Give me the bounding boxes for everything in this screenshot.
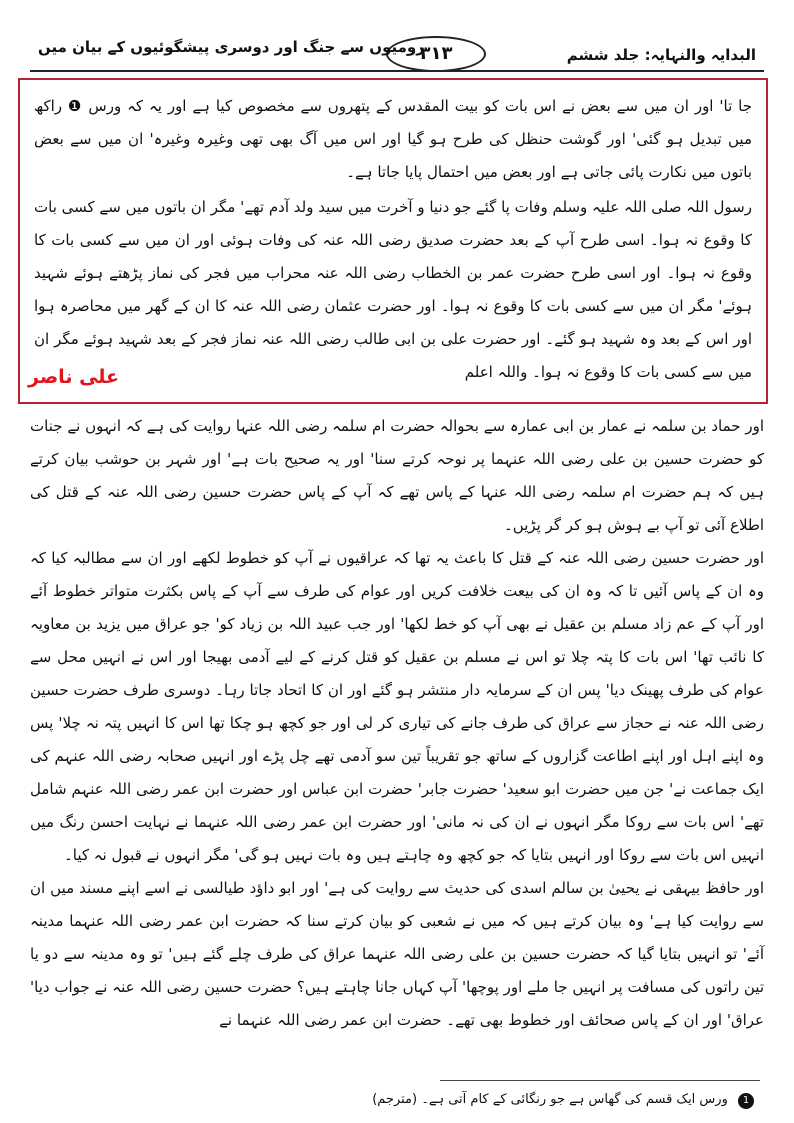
book-title: البدایہ والنہایہ: جلد ششم [566,46,756,64]
footnote-marker: 1 [738,1093,754,1109]
highlighted-paragraph: جا تا' اور ان میں سے بعض نے اس بات کو بیت المقدس کے پتھروں سے مخصوص کیا ہے اور یہ کہ ورس ❶ راکھ میں تبدیل ہو گئی' اور گوشت حنظل کی طرح ہو گیا اور اس میں آگ بھی تھی وغیرہ وغیرہ' ان میں سے بعض باتوں میں نکارت پائی جاتی ہے اور بعض میں احتمال پایا جاتا ہے۔ [34,97,752,181]
highlighted-passage-text [34,90,752,391]
chapter-title: رومیوں سے جنگ اور دوسری پیشگوئیوں کے بیان میں [38,38,425,56]
footnote-text: ورس ایک قسم کی گھاس ہے جو رنگائی کے کام آتی ہے۔ (مترجم) [372,1092,728,1107]
running-header [30,34,764,72]
body-paragraph: اور حضرت حسین رضی اللہ عنہ کے قتل کا باعث یہ تھا کہ عراقیوں نے آپ کو خطوط لکھے اور ان سے مطالبہ کیا کہ وہ ان کے پاس آئیں تا کہ وہ ان کی بیعت خلافت کریں اور عوام کی طرف سے آپ کے پاس بکثرت متواتر خطوط آئے اور آپ کے عم زاد مسلم بن عقیل نے بھی آپ کو خط لکھا' اور جب عبید اللہ بن زیاد کو' جو عراق میں یزید بن معاویہ کا نائب تھا' اس بات کا پتہ چلا تو اس نے مسلم بن عقیل کو قتل کرنے کے لیے آدمی بھیجا اور اس نے انہیں محل سے عوام کی طرف پھینک دیا' پس ان کے سرمایہ دار منتشر ہو گئے اور ان کا اتحاد جاتا رہا۔ دوسری طرف حضرت حسین رضی اللہ عنہ نے حجاز سے عراق کی طرف جانے کی تیاری کر لی اور جو کچھ ہو چکا تھا اس کا انہیں پتہ نہ چلا' پس وہ اپنے اہل اور اپنے اطاعت گزاروں کے ساتھ جو تقریباً تین سو آدمی تھے چل پڑے اور انہیں صحابہ رضی اللہ عنہم کی ایک جماعت نے' جن میں حضرت ابو سعید' حضرت جابر' حضرت ابن عباس اور حضرت ابن عمر رضی اللہ عنہم شامل تھے' اس بات سے روکا مگر انہوں نے ان کی نہ مانی' اور حضرت ابن عمر رضی اللہ عنہما نے نہایت احسن رنگ میں انہیں اس بات سے روکا اور انہیں بتایا کہ جو کچھ وہ چاہتے ہیں وہ بات نہیں ہو گی' مگر انہوں نے قبول نہ کیا۔ [30,549,764,864]
footnote-divider [440,1080,760,1081]
body-text [30,410,764,1037]
body-paragraph: اور حافظ بیہقی نے یحییٰ بن سالم اسدی کی حدیث سے روایت کی ہے' اور ابو داؤد طیالسی نے اسے اپنے مسند میں ان سے روایت کیا ہے' وہ بیان کرتے ہیں کہ میں نے شعبی کو بیان کرتے سنا کہ حضرت ابن عمر رضی اللہ عنہما مدینہ آئے' تو انہیں بتایا گیا کہ حضرت حسین بن علی رضی اللہ عنہما عراق کی طرف چلے گئے ہیں' تو وہ مدینہ سے دو یا تین راتوں کی مسافت پر انہیں جا ملے اور پوچھا' آپ کہاں جانا چاہتے ہیں؟ حضرت حسین رضی اللہ عنہ نے جواب دیا' عراق' اور ان کے پاس صحائف اور خطوط بھی تھے۔ حضرت ابن عمر رضی اللہ عنہما نے [30,879,764,1029]
body-paragraph: اور حماد بن سلمہ نے عمار بن ابی عمارہ سے بحوالہ حضرت ام سلمہ رضی اللہ عنہا روایت کی ہے کہ انہوں نے جنات کو حضرت حسین بن علی رضی اللہ عنہما پر نوحہ کرتے سنا' اور یہ صحیح بات ہے' اور شہر بن حوشب بیان کرتے ہیں کہ ہم حضرت ام سلمہ رضی اللہ عنہا کے پاس تھے کہ آپ کے پاس حضرت حسین رضی اللہ عنہ کے قتل کی اطلاع آئی تو آپ بے ہوش ہو کر گر پڑیں۔ [30,417,764,534]
signature-label: علی ناصر [28,366,120,388]
page-number: ۳۱۳ [386,36,486,72]
highlighted-passage [18,78,768,404]
highlighted-paragraph: رسول اللہ صلی اللہ علیہ وسلم وفات پا گئے جو دنیا و آخرت میں سید ولد آدم تھے' مگر ان باتوں میں سے کسی بات کا وقوع نہ ہوا۔ اسی طرح آپ کے بعد حضرت صدیق رضی اللہ عنہ کی وفات ہوئی اور ان میں سے کسی بات کا وقوع نہ ہوا۔ اور اسی طرح حضرت عمر بن الخطاب رضی اللہ عنہ محراب میں فجر کی نماز پڑھتے ہوئے شہید ہوئے' مگر ان میں سے کسی بات کا وقوع نہ ہوا۔ اور حضرت عثمان رضی اللہ عنہ کا ان کے گھر میں محاصرہ ہوا اور اس کے بعد وہ شہید ہو گئے۔ اور حضرت علی بن ابی طالب رضی اللہ عنہ نماز فجر کے بعد شہید ہوئے مگر ان میں سے کسی بات کا وقوع نہ ہوا۔ واللہ اعلم [34,198,752,381]
footnote [372,1092,754,1109]
